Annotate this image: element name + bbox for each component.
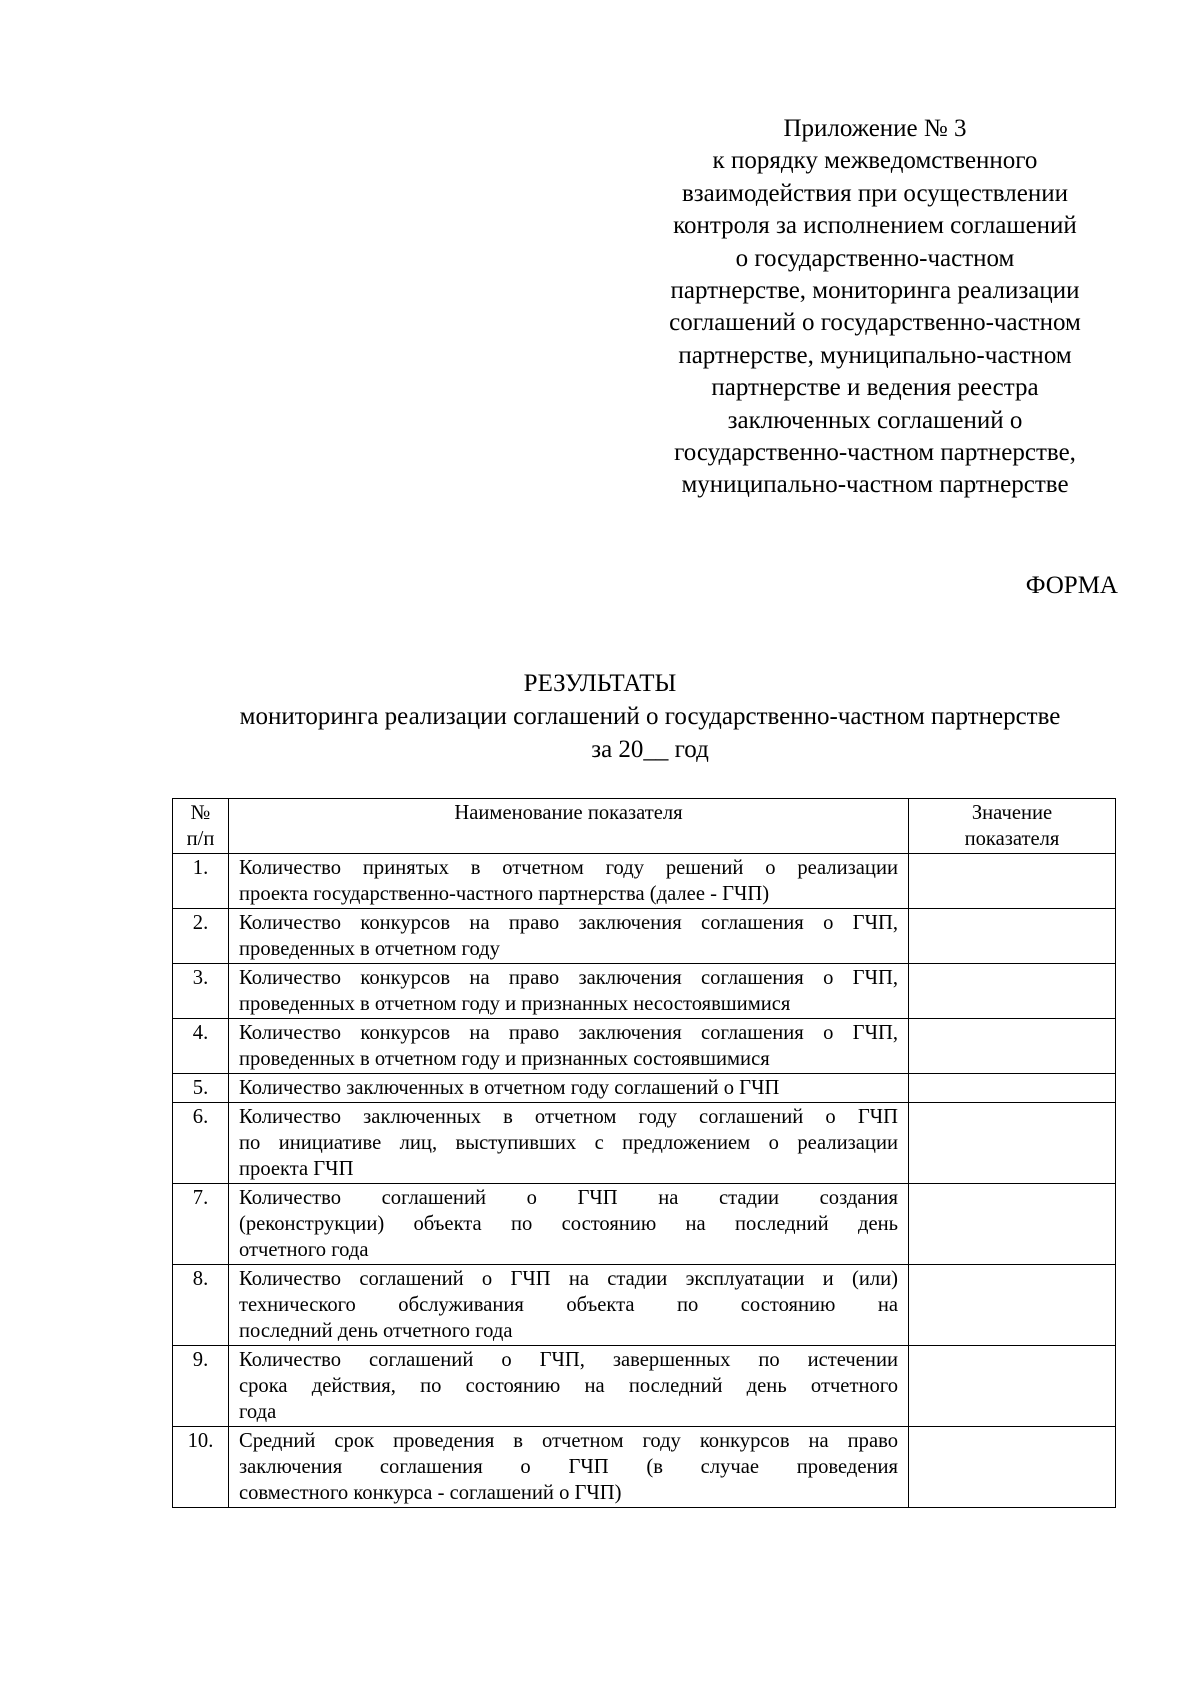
appendix-line: государственно-частном партнерстве, [674, 439, 1076, 467]
table-row [173, 1265, 1116, 1346]
appendix-line: партнерстве и ведения реестра [711, 374, 1039, 402]
indicator-value-field[interactable] [909, 1074, 1116, 1103]
header-num: № п/п [173, 799, 229, 854]
table-row [173, 1074, 1116, 1103]
indicator-name [229, 1184, 909, 1265]
indicator-name [229, 1427, 909, 1508]
table-row [173, 1346, 1116, 1427]
appendix-line: к порядку межведомственного [712, 147, 1038, 175]
row-number: 3. [173, 964, 229, 1019]
indicator-name-line: Количество принятых в отчетном году решений о реализации [239, 857, 898, 879]
indicator-value-field[interactable] [909, 909, 1116, 964]
row-number: 4. [173, 1019, 229, 1074]
table-row [173, 1184, 1116, 1265]
row-number: 5. [173, 1074, 229, 1103]
row-number: 8. [173, 1265, 229, 1346]
indicator-name-line: последний день отчетного года [239, 1320, 513, 1342]
appendix-line: соглашений о государственно-частном [669, 309, 1081, 337]
appendix-line: партнерстве, мониторинга реализации [670, 277, 1080, 305]
indicator-name-line: технического обслуживания объекта по состоянию на [239, 1294, 898, 1316]
table-row [173, 964, 1116, 1019]
indicator-value-field[interactable] [909, 964, 1116, 1019]
appendix-line: взаимодействия при осуществлении [682, 179, 1068, 207]
indicator-name-line: совместного конкурса - соглашений о ГЧП) [239, 1482, 622, 1504]
indicator-name-line: Количество соглашений о ГЧП, завершенных по истечении [239, 1349, 898, 1371]
results-title: РЕЗУЛЬТАТЫ [523, 670, 677, 697]
indicator-name-line: Количество конкурсов на право заключения соглашения о ГЧП, [239, 967, 898, 989]
indicator-name-line: проведенных в отчетном году и признанных состоявшимися [239, 1048, 770, 1070]
form-label: ФОРМА [1025, 572, 1118, 599]
table-body [173, 854, 1116, 1508]
indicator-name-line: Количество заключенных в отчетном году соглашений о ГЧП [239, 1077, 780, 1099]
header-indicator-name: Наименование показателя [229, 799, 909, 854]
row-number: 9. [173, 1346, 229, 1427]
indicator-name-line: проведенных в отчетном году [239, 938, 500, 960]
table-row [173, 1019, 1116, 1074]
table-row [173, 909, 1116, 964]
indicator-name-line: года [239, 1401, 277, 1423]
indicators-table [172, 798, 1116, 1508]
results-period-line: за 20__ год [591, 735, 709, 763]
indicator-name-line: Количество соглашений о ГЧП на стадии эксплуатации и (или) [239, 1268, 898, 1290]
appendix-line: партнерстве, муниципально-частном [678, 341, 1072, 369]
indicator-value-field[interactable] [909, 1103, 1116, 1184]
indicator-name-line: проекта ГЧП [239, 1158, 354, 1180]
row-number: 10. [173, 1427, 229, 1508]
table-header-row [173, 799, 1116, 854]
indicator-name-line: (реконструкции) объекта по состоянию на последний день [239, 1213, 898, 1235]
indicator-name-line: срока действия, по состоянию на последний день отчетного [239, 1375, 898, 1397]
indicator-name-line: заключения соглашения о ГЧП (в случае проведения [239, 1456, 898, 1478]
table-row [173, 1427, 1116, 1508]
indicator-name [229, 909, 909, 964]
indicator-name [229, 1265, 909, 1346]
indicator-name-line: Количество заключенных в отчетном году соглашений о ГЧП [239, 1106, 898, 1128]
indicator-name-line: Количество соглашений о ГЧП на стадии создания [239, 1187, 898, 1209]
row-number: 1. [173, 854, 229, 909]
table-row [173, 854, 1116, 909]
appendix-line: муниципально-частном партнерстве [681, 471, 1069, 499]
indicator-name [229, 854, 909, 909]
indicator-value-field[interactable] [909, 854, 1116, 909]
indicator-value-field[interactable] [909, 1427, 1116, 1508]
table-row [173, 1103, 1116, 1184]
row-number: 7. [173, 1184, 229, 1265]
appendix-line: Приложение № 3 [783, 115, 967, 142]
appendix-header [630, 113, 1120, 502]
indicator-name-line: проведенных в отчетном году и признанных несостоявшимися [239, 993, 791, 1015]
indicator-name [229, 964, 909, 1019]
indicator-value-field[interactable] [909, 1346, 1116, 1427]
appendix-line: о государственно-частном [735, 244, 1015, 272]
row-number: 6. [173, 1103, 229, 1184]
indicator-name-line: проекта государственно-частного партнерства (далее - ГЧП) [239, 883, 770, 905]
results-subtitle [60, 701, 1200, 766]
results-subtitle-line: мониторинга реализации соглашений о государственно-частном партнерстве [239, 703, 1061, 730]
indicator-name-line: Количество конкурсов на право заключения соглашения о ГЧП, [239, 912, 898, 934]
indicator-name-line: Средний срок проведения в отчетном году конкурсов на право [239, 1430, 898, 1452]
appendix-line: контроля за исполнением соглашений [673, 212, 1077, 240]
appendix-line: заключенных соглашений о [727, 406, 1023, 434]
header-indicator-value: Значение показателя [909, 799, 1116, 854]
indicator-name-line: Количество конкурсов на право заключения соглашения о ГЧП, [239, 1022, 898, 1044]
indicator-name-line: по инициативе лиц, выступивших с предложением о реализации [239, 1132, 898, 1154]
indicator-name-line: отчетного года [239, 1239, 369, 1261]
indicator-value-field[interactable] [909, 1265, 1116, 1346]
indicator-value-field[interactable] [909, 1184, 1116, 1265]
indicator-name [229, 1074, 909, 1103]
indicator-value-field[interactable] [909, 1019, 1116, 1074]
row-number: 2. [173, 909, 229, 964]
indicator-name [229, 1103, 909, 1184]
indicator-name [229, 1346, 909, 1427]
indicator-name [229, 1019, 909, 1074]
